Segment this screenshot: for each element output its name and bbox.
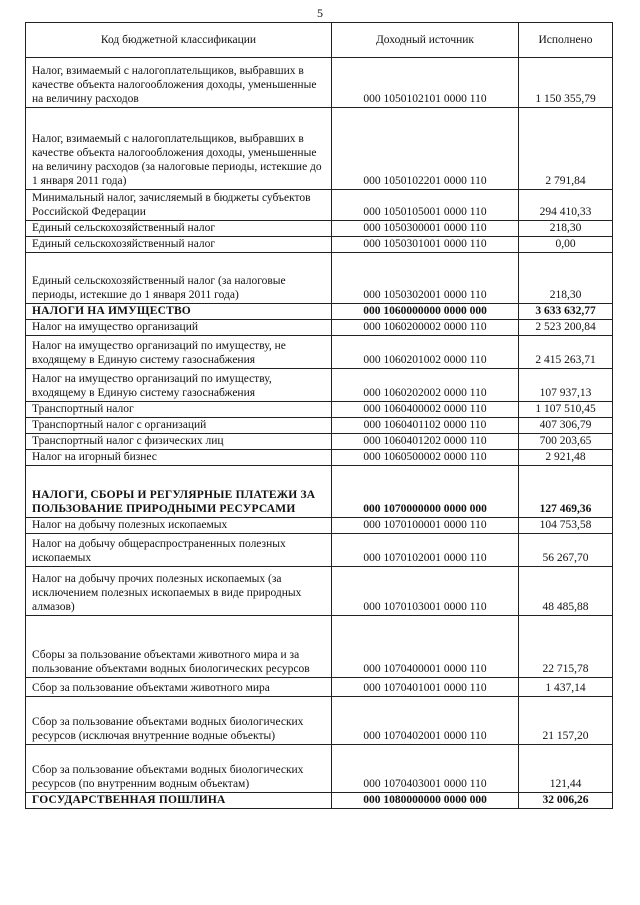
row-value: 2 523 200,84 xyxy=(519,320,613,336)
row-code: 000 1070103001 0000 110 xyxy=(332,567,519,616)
row-value: 127 469,36 xyxy=(519,466,613,518)
table-row xyxy=(26,616,613,678)
row-code: 000 1050102201 0000 110 xyxy=(332,108,519,190)
row-name: Сбор за пользование объектами водных биологических ресурсов (исключая внутренние водные объекты) xyxy=(26,697,332,745)
row-code: 000 1060401102 0000 110 xyxy=(332,418,519,434)
table-row xyxy=(26,336,613,369)
row-name: НАЛОГИ НА ИМУЩЕСТВО xyxy=(26,304,332,320)
row-value: 294 410,33 xyxy=(519,190,613,221)
row-value: 2 791,84 xyxy=(519,108,613,190)
row-code: 000 1060500002 0000 110 xyxy=(332,450,519,466)
row-code: 000 1070100001 0000 110 xyxy=(332,518,519,534)
row-name: Транспортный налог с организаций xyxy=(26,418,332,434)
table-row xyxy=(26,320,613,336)
row-value: 2 921,48 xyxy=(519,450,613,466)
row-value: 1 150 355,79 xyxy=(519,58,613,108)
row-value: 22 715,78 xyxy=(519,616,613,678)
row-code: 000 1070402001 0000 110 xyxy=(332,697,519,745)
table-body xyxy=(26,58,613,809)
row-name: Сборы за пользование объектами животного мира и за пользование объектами водных биологических ресурсов xyxy=(26,616,332,678)
table-row xyxy=(26,793,613,809)
row-value: 121,44 xyxy=(519,745,613,793)
row-code: 000 1060400002 0000 110 xyxy=(332,402,519,418)
row-code: 000 1050102101 0000 110 xyxy=(332,58,519,108)
table-row xyxy=(26,745,613,793)
row-name: Сбор за пользование объектами животного мира xyxy=(26,678,332,697)
header-income-source: Доходный источник xyxy=(332,23,519,58)
table-row xyxy=(26,369,613,402)
row-name: Минимальный налог, зачисляемый в бюджеты субъектов Российской Федерации xyxy=(26,190,332,221)
table-row xyxy=(26,567,613,616)
row-name: Налог, взимаемый с налогоплательщиков, выбравших в качестве объекта налогообложения доходы, уменьшенные на величину расходов (за налоговые периоды, истекшие до 1 января 2011 года) xyxy=(26,108,332,190)
row-code: 000 1050302001 0000 110 xyxy=(332,253,519,304)
row-value: 218,30 xyxy=(519,253,613,304)
table-row xyxy=(26,237,613,253)
row-value: 3 633 632,77 xyxy=(519,304,613,320)
row-value: 218,30 xyxy=(519,221,613,237)
row-value: 56 267,70 xyxy=(519,534,613,567)
header-classification-code: Код бюджетной классификации xyxy=(26,23,332,58)
row-code: 000 1060202002 0000 110 xyxy=(332,369,519,402)
row-code: 000 1050300001 0000 110 xyxy=(332,221,519,237)
row-name: Сбор за пользование объектами водных биологических ресурсов (по внутренним водным объектам) xyxy=(26,745,332,793)
row-name: НАЛОГИ, СБОРЫ И РЕГУЛЯРНЫЕ ПЛАТЕЖИ ЗА ПОЛЬЗОВАНИЕ ПРИРОДНЫМИ РЕСУРСАМИ xyxy=(26,466,332,518)
table-row xyxy=(26,450,613,466)
row-code: 000 1050301001 0000 110 xyxy=(332,237,519,253)
row-value: 21 157,20 xyxy=(519,697,613,745)
table-row xyxy=(26,678,613,697)
row-value: 32 006,26 xyxy=(519,793,613,809)
row-code: 000 1080000000 0000 000 xyxy=(332,793,519,809)
table-row xyxy=(26,697,613,745)
table-row xyxy=(26,534,613,567)
row-name: Транспортный налог с физических лиц xyxy=(26,434,332,450)
row-value: 107 937,13 xyxy=(519,369,613,402)
table-row xyxy=(26,190,613,221)
table-row xyxy=(26,253,613,304)
table-row xyxy=(26,108,613,190)
row-name: Единый сельскохозяйственный налог (за налоговые периоды, истекшие до 1 января 2011 года) xyxy=(26,253,332,304)
row-name: Налог на имущество организаций по имуществу, входящему в Единую систему газоснабжения xyxy=(26,369,332,402)
table-row xyxy=(26,402,613,418)
row-name: ГОСУДАРСТВЕННАЯ ПОШЛИНА xyxy=(26,793,332,809)
row-value: 48 485,88 xyxy=(519,567,613,616)
table-row xyxy=(26,304,613,320)
row-code: 000 1050105001 0000 110 xyxy=(332,190,519,221)
row-code: 000 1070102001 0000 110 xyxy=(332,534,519,567)
row-name: Налог на игорный бизнес xyxy=(26,450,332,466)
row-value: 104 753,58 xyxy=(519,518,613,534)
row-code: 000 1060401202 0000 110 xyxy=(332,434,519,450)
table-row xyxy=(26,58,613,108)
row-value: 407 306,79 xyxy=(519,418,613,434)
row-name: Транспортный налог xyxy=(26,402,332,418)
row-code: 000 1070403001 0000 110 xyxy=(332,745,519,793)
row-name: Налог на имущество организаций xyxy=(26,320,332,336)
row-value: 0,00 xyxy=(519,237,613,253)
table-row xyxy=(26,518,613,534)
row-value: 700 203,65 xyxy=(519,434,613,450)
page-number: 5 xyxy=(317,6,323,20)
table-row xyxy=(26,434,613,450)
budget-table xyxy=(25,22,613,809)
row-name: Налог на добычу общераспространенных полезных ископаемых xyxy=(26,534,332,567)
table-row xyxy=(26,221,613,237)
row-name: Единый сельскохозяйственный налог xyxy=(26,221,332,237)
row-code: 000 1070400001 0000 110 xyxy=(332,616,519,678)
table-row xyxy=(26,466,613,518)
row-value: 1 107 510,45 xyxy=(519,402,613,418)
row-name: Налог, взимаемый с налогоплательщиков, выбравших в качестве объекта налогообложения доходы, уменьшенные на величину расходов xyxy=(26,58,332,108)
row-name: Налог на добычу полезных ископаемых xyxy=(26,518,332,534)
row-name: Единый сельскохозяйственный налог xyxy=(26,237,332,253)
row-name: Налог на имущество организаций по имуществу, не входящему в Единую систему газоснабжения xyxy=(26,336,332,369)
table-header-row xyxy=(26,23,613,58)
row-code: 000 1070000000 0000 000 xyxy=(332,466,519,518)
row-code: 000 1060000000 0000 000 xyxy=(332,304,519,320)
header-executed: Исполнено xyxy=(519,23,613,58)
row-code: 000 1060200002 0000 110 xyxy=(332,320,519,336)
row-code: 000 1070401001 0000 110 xyxy=(332,678,519,697)
row-name: Налог на добычу прочих полезных ископаемых (за исключением полезных ископаемых в виде природных алмазов) xyxy=(26,567,332,616)
row-value: 1 437,14 xyxy=(519,678,613,697)
table-row xyxy=(26,418,613,434)
row-value: 2 415 263,71 xyxy=(519,336,613,369)
row-code: 000 1060201002 0000 110 xyxy=(332,336,519,369)
